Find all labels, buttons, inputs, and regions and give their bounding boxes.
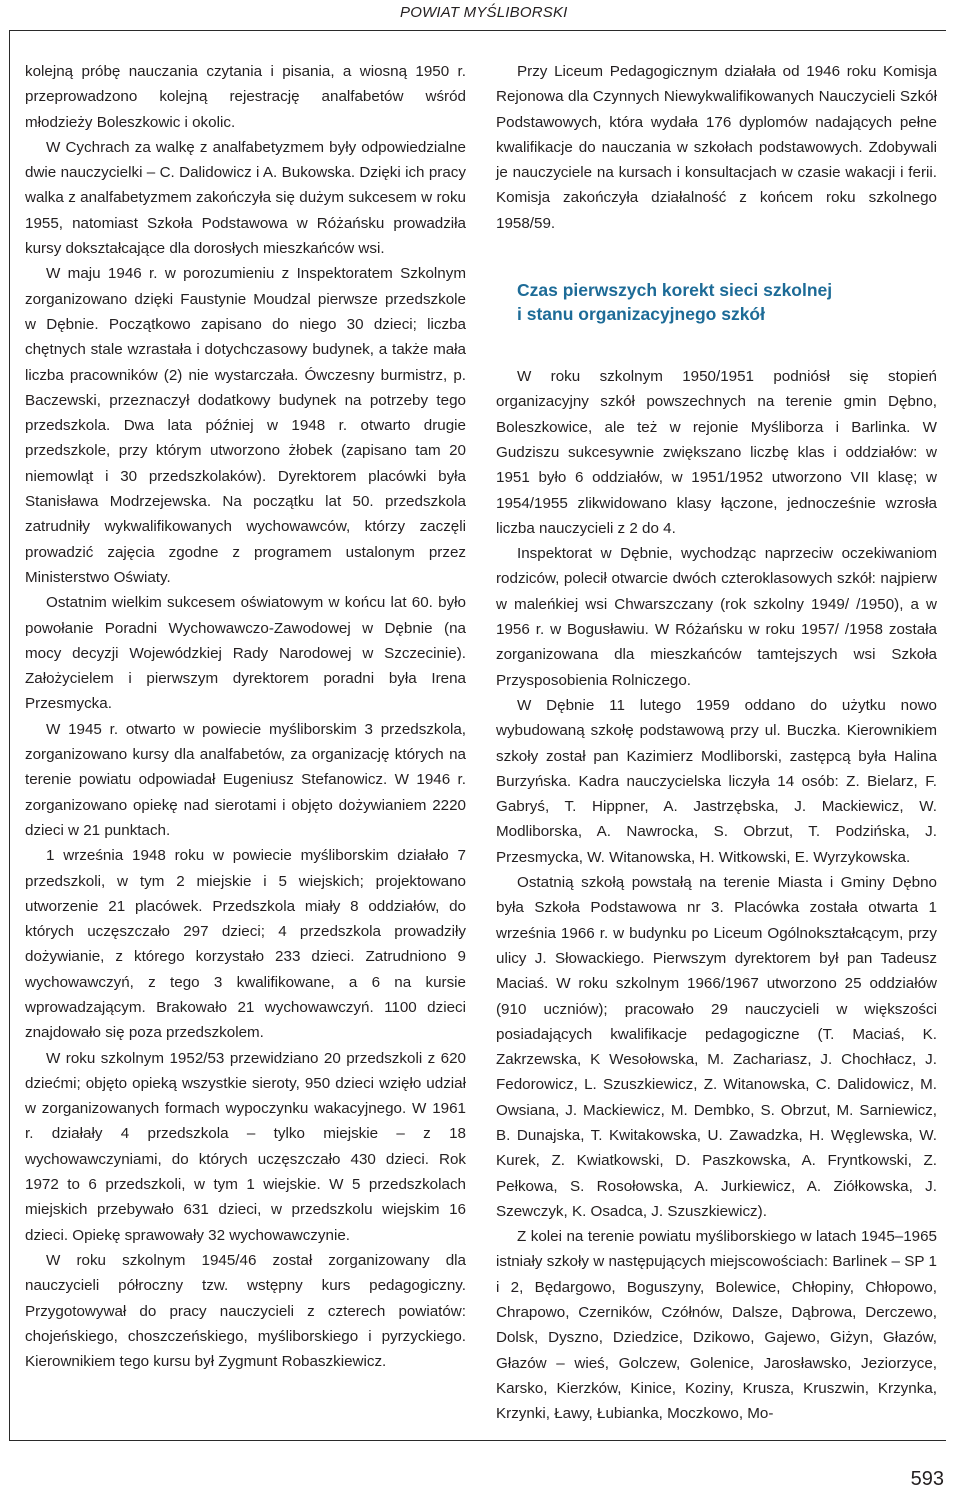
paragraph: W 1945 r. otwarto w powiecie myśliborskim 3 przedszkola, zorganizowano kursy dla analfabetów, za organizację których na terenie powiatu odpowiadał Eugeniusz Stefanowicz. W 1946 r. zorganizowano opiekę nad sierotami i objęto dożywianiem 2220 dzieci w 21 punktach. — [25, 720, 466, 839]
paragraph: Z kolei na terenie powiatu myśliborskiego w latach 1945–1965 istniały szkoły w następujących miejscowościach: Barlinek – SP 1 i 2, Będargowo, Boguszyny, Bolewice, Chłopiny, Chłopowo, Chrapowo, Czerników, Czółnów, Dalsze, Dąbrowa, Derczewo, Dolsk, Dyszno, Dziedzice, Dzikowo, Gajewo, Giżyn, Głazów, Głazów – wieś, Golczew, Golenice, Jarosławsko, Jeziorzyce, Karsko, Kierzków, Kinice, Koziny, Krusza, Kruszwin, Krzynka, Krzynki, Ławy, Łubianka, Moczkowo, Mo- — [496, 1228, 937, 1423]
paragraph: W Cychrach za walkę z analfabetyzmem były odpowiedzialne dwie nauczycielki – C. Dalidowicz i A. Bukowska. Dzięki ich pracy walka z analfabetyzmem zakończyła się dużym sukcesem w roku 1955, natomiast Szkoła Podstawowa w Różańsku prowadziła kursy dokształcające dla dorosłych mieszkańców wsi. — [25, 138, 466, 258]
paragraph: Ostatnim wielkim sukcesem oświatowym w końcu lat 60. było powołanie Poradni Wychowawczo-Zawodowej w Dębnie (na mocy decyzji Wojewódzkiej Rady Narodowej w Szczecinie). Założycielem i pierwszym dyrektorem poradni była Irena Przesmycka. — [25, 594, 466, 713]
paragraph: Ostatnią szkołą powstałą na terenie Miasta i Gminy Dębno była Szkoła Podstawowa nr 3. Placówka została otwarta 1 września 1966 r. w budynku po Liceum Ogólnokształcącym, przy ulicy J. Słowackiego. Pierwszym dyrektorem był pan Tadeusz Maciaś. W roku szkolnym 1966/1967 utworzono 25 oddziałów (910 uczniów); pracowało 29 nauczycieli w większości posiadających kwalifikacje pedagogiczne (T. Maciaś, K. Zakrzewska, K Wesołowska, M. Zachariasz, J. Chochłacz, J. Fedorowicz, L. Szuszkiewicz, Z. Witanowska, C. Dalidowicz, M. Owsiana, J. Mackiewicz, M. Dembko, S. Obrzut, M. Sarniewicz, B. Dunajska, T. Kwitakowska, U. Zawadzka, H. Węglewska, W. Kurek, Z. Kwiatkowski, D. Paszkowska, A. Fryntkowski, Z. Pełkowa, S. Rosołowska, A. Jurkiewicz, A. Ziółkowska, J. Szewczyk, K. Osadca, J. Szuszkiewicz). — [496, 874, 937, 1220]
paragraph: Inspektorat w Dębnie, wychodząc naprzeciw oczekiwaniom rodziców, polecił otwarcie dwóch czteroklasowych szkół: najpierw w maleńkiej wsi Chwarszczany (rok szkolny 1949/ /1950), a w 1956 r. w Bogusławiu. W Różańsku w roku 1957/ /1958 została zorganizowana dla mieszkańców tamtejszych wsi Szkoła Przysposobienia Rolniczego. — [496, 545, 937, 689]
left-column — [25, 59, 466, 1374]
section-heading — [496, 278, 937, 326]
right-column — [496, 59, 937, 1427]
paragraph: W roku szkolnym 1952/53 przewidziano 20 przedszkoli z 620 dziećmi; objęto opieką wszystkie sieroty, 950 dzieci wzięło udział w zorganizowanych formach wypoczynku wakacyjnego. W 1961 r. działały 4 przedszkola – tylko miejskie – z 18 wychowawczyniami, do których uczęszczało 430 dzieci. Rok 1972 to 6 przedszkoli, w tym 1 wiejskie. W 5 przedszkolach miejskich przebywało 631 dzieci, w przedszkolu wiejskim 16 dzieci. Opiekę sprawowały 32 wychowawczynie. — [25, 1049, 466, 1244]
running-header — [0, 0, 960, 30]
paragraph: W roku szkolnym 1945/46 został zorganizowany dla nauczycieli półroczny tzw. wstępny kurs pedagogiczny. Przygotowywał do pracy nauczycieli z czterech powiatów: chojeńskiego, choszczeńskiego, myśliborskiego i pyrzyckiego. Kierownikiem tego kursu był Zygmunt Robaszkiewicz. — [25, 1251, 466, 1371]
paragraph: W maju 1946 r. w porozumieniu z Inspektoratem Szkolnym zorganizowano dzięki Faustynie Moudzal pierwsze przedszkole w Dębnie. Początkowo zapisano do niego 30 dzieci; liczba chętnych stale wzrastała i dotychczasowy budynek, a także mała liczba pracowników (2) nie wystarczała. Ówczesny burmistrz, p. Baczewski, przeznaczył dodatkowy budynek na potrzeby tego przedszkola. Dwa lata później w 1948 r. otwarto drugie przedszkole, przy którym utworzono żłobek (zapisano tam 20 niemowląt i 30 przedszkolaków). Dyrektorem placówki była Stanisława Modrzejewska. Na początku lat 50. przedszkola zatrudniły wykwalifikowanych wychowawców, którzy zaczęli prowadzić zajęcia zgodne z programem ustalonym przez Ministerstwo Oświaty. — [25, 265, 466, 586]
paragraph: Przy Liceum Pedagogicznym działała od 1946 roku Komisja Rejonowa dla Czynnych Niewykwalifikowanych Nauczycieli Szkół Podstawowych, która wydała 176 dyplomów nadających pełne kwalifikacje do nauczania w szkołach podstawowych. Zdobywali je nauczyciele na kursach i konsultacjach w czasie wakacji i ferii. Komisja zakończyła działalność z końcem roku szkolnego 1958/59. — [496, 63, 937, 232]
paragraph: W Dębnie 11 lutego 1959 oddano do użytku nowo wybudowaną szkołę podstawową przy ul. Buczka. Kierownikiem szkoły został pan Kazimierz Modliborski, zastępcą była Halina Burzyńska. Kadra nauczycielska liczyła 14 osób: Z. Bielarz, F. Gabryś, T. Hippner, A. Jastrzębska, J. Mackiewicz, W. Modliborska, A. Nawrocka, S. Obrzut, T. Podzińska, J. Przesmycka, W. Witanowska, H. Witkowski, E. Wyrzykowska. — [496, 696, 937, 866]
paragraph: 1 września 1948 roku w powiecie myśliborskim działało 7 przedszkoli, w tym 2 miejskie i 5 wiejskich; projektowano utworzenie 21 placówek. Przedszkola miały 8 oddziałów, do których uczęszczało 297 dzieci; 4 przedszkola prowadziły dożywianie, z którego korzystało 233 dzieci. Zatrudniono 9 wychowawczyń, z tego 3 kwalifikowane, a 6 na kursie wprowadzającym. Brakowało 21 wychowawczyń. 1100 dzieci znajdowało się poza przedszkolem. — [25, 847, 466, 1042]
page-number: 593 — [910, 1468, 944, 1490]
paragraph: W roku szkolnym 1950/1951 podniósł się stopień organizacyjny szkół powszechnych na terenie gmin Dębno, Boleszkowice, ale też w rejonie Myśliborza i Barlinka. W Gudziszu sukcesywnie zwiększano liczbę klas i oddziałów: w 1951 było 6 oddziałów, w 1951/1952 utworzono VII klasę; w 1954/1955 zlikwidowano klasy łączone, jednocześnie wzrosła liczba nauczycieli z 2 do 4. — [496, 368, 937, 537]
running-title: POWIAT MYŚLIBORSKI — [400, 4, 568, 21]
section-heading-line: Czas pierwszych korekt sieci szkolnej — [517, 280, 833, 301]
section-heading-line: i stanu organizacyjnego szkół — [517, 304, 765, 325]
paragraph: kolejną próbę nauczania czytania i pisania, a wiosną 1950 r. przeprowadzono kolejną rejestrację analfabetów wśród młodzieży Boleszkowic i okolic. — [25, 63, 466, 131]
